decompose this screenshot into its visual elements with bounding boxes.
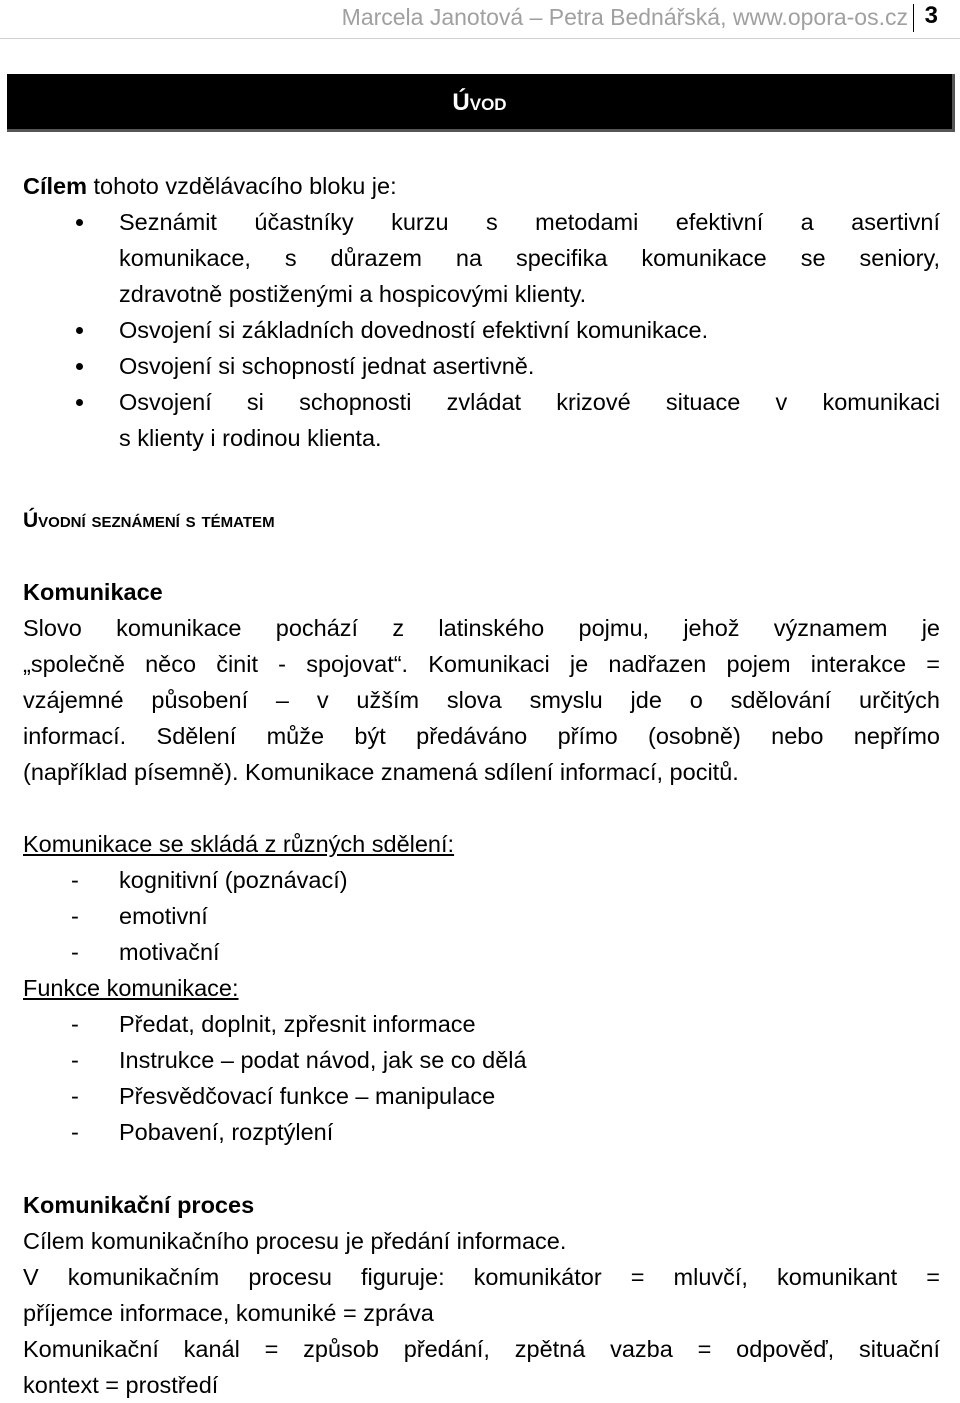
intro-lead	[23, 168, 940, 204]
paragraph-line: Slovo komunikace pochází z latinského pojmu, jehož významem je	[23, 615, 940, 641]
bullet-dot-icon	[76, 363, 83, 370]
dash-list-item	[23, 1078, 940, 1114]
paragraph-line: příjemce informace, komuniké = zpráva	[23, 1300, 434, 1326]
bullet-item	[23, 204, 940, 240]
bullet-item	[23, 348, 940, 384]
proces-section	[23, 1187, 940, 1403]
dash-list-item	[23, 1006, 940, 1042]
bullet-dot-icon	[76, 399, 83, 406]
intro-section	[23, 168, 940, 456]
dash-list-item	[23, 1114, 940, 1150]
proces-heading: Komunikační proces	[23, 1192, 255, 1218]
paragraph-line: V komunikačním procesu figuruje: komunikátor = mluvčí, komunikant =	[23, 1264, 940, 1290]
paragraph-line: vzájemné působení – v užším slova smyslu jde o sdělování určitých	[23, 687, 940, 713]
list-item-text: kognitivní (poznávací)	[119, 867, 348, 893]
dash-marker: -	[71, 1011, 79, 1037]
dash-marker: -	[71, 1119, 79, 1145]
list-item-text: motivační	[119, 939, 220, 965]
paragraph-line: kontext = prostředí	[23, 1372, 219, 1398]
dash-marker: -	[71, 867, 79, 893]
intro-lead-bold: Cílem	[23, 173, 87, 199]
komunikace-section	[23, 574, 940, 790]
list-item-text: Předat, doplnit, zpřesnit informace	[119, 1011, 476, 1037]
bullet-text: zdravotně postiženými a hospicovými klienty.	[119, 281, 587, 307]
dash-list-item	[23, 898, 940, 934]
page-header	[0, 0, 960, 39]
bullet-dot-icon	[76, 327, 83, 334]
paragraph-line: Cílem komunikačního procesu je předání informace.	[23, 1228, 567, 1254]
paragraph-line: informací. Sdělení může být předáváno přímo (osobně) nebo nepřímo	[23, 723, 940, 749]
bullet-continuation	[23, 276, 940, 312]
bullet-continuation	[23, 420, 940, 456]
bullet-text: komunikace, s důrazem na specifika komunikace se seniory,	[119, 245, 940, 271]
dash-list-item	[23, 934, 940, 970]
list-item-text: emotivní	[119, 903, 208, 929]
paragraph-line: (například písemně). Komunikace znamená sdílení informací, pocitů.	[23, 759, 739, 785]
bullet-text: Osvojení si schopností jednat asertivně.	[119, 353, 535, 379]
dash-marker: -	[71, 939, 79, 965]
list-item-text: Přesvědčovací funkce – manipulace	[119, 1083, 496, 1109]
dash-marker: -	[71, 1047, 79, 1073]
intro-lead-rest: tohoto vzdělávacího bloku je:	[87, 173, 397, 199]
bullet-text: Osvojení si základních dovedností efektivní komunikace.	[119, 317, 709, 343]
dash-list-item	[23, 862, 940, 898]
komunikace-heading: Komunikace	[23, 579, 163, 605]
bullet-text: Osvojení si schopnosti zvládat krizové situace v komunikaci	[119, 389, 940, 415]
chapter-title: Úvod	[452, 89, 507, 116]
paragraph-line: Komunikační kanál = způsob předání, zpětná vazba = odpověď, situační	[23, 1336, 940, 1362]
header-separator	[913, 4, 914, 32]
bullet-dot-icon	[76, 219, 83, 226]
dash-list-item	[23, 1042, 940, 1078]
bullet-item	[23, 384, 940, 420]
bullet-continuation	[23, 240, 940, 276]
page-number: 3	[924, 2, 938, 29]
funkce-heading: Funkce komunikace:	[23, 975, 239, 1001]
bullet-text: s klienty i rodinou klienta.	[119, 425, 382, 451]
bullet-item	[23, 312, 940, 348]
slozeni-section	[23, 826, 940, 1150]
dash-marker: -	[71, 903, 79, 929]
chapter-title-bar	[7, 74, 955, 132]
list-item-text: Instrukce – podat návod, jak se co dělá	[119, 1047, 527, 1073]
section-heading: Úvodní seznámení s tématem	[23, 509, 275, 532]
list-item-text: Pobavení, rozptýlení	[119, 1119, 334, 1145]
bullet-text: Seznámit účastníky kurzu s metodami efektivní a asertivní	[119, 209, 940, 235]
header-authors: Marcela Janotová – Petra Bednářská, www.opora-os.cz	[341, 4, 908, 30]
dash-marker: -	[71, 1083, 79, 1109]
slozeni-heading: Komunikace se skládá z různých sdělení:	[23, 831, 455, 857]
paragraph-line: „společně něco činit - spojovat“. Komunikaci je nadřazen pojem interakce =	[23, 651, 940, 677]
section-heading-block	[23, 503, 940, 539]
